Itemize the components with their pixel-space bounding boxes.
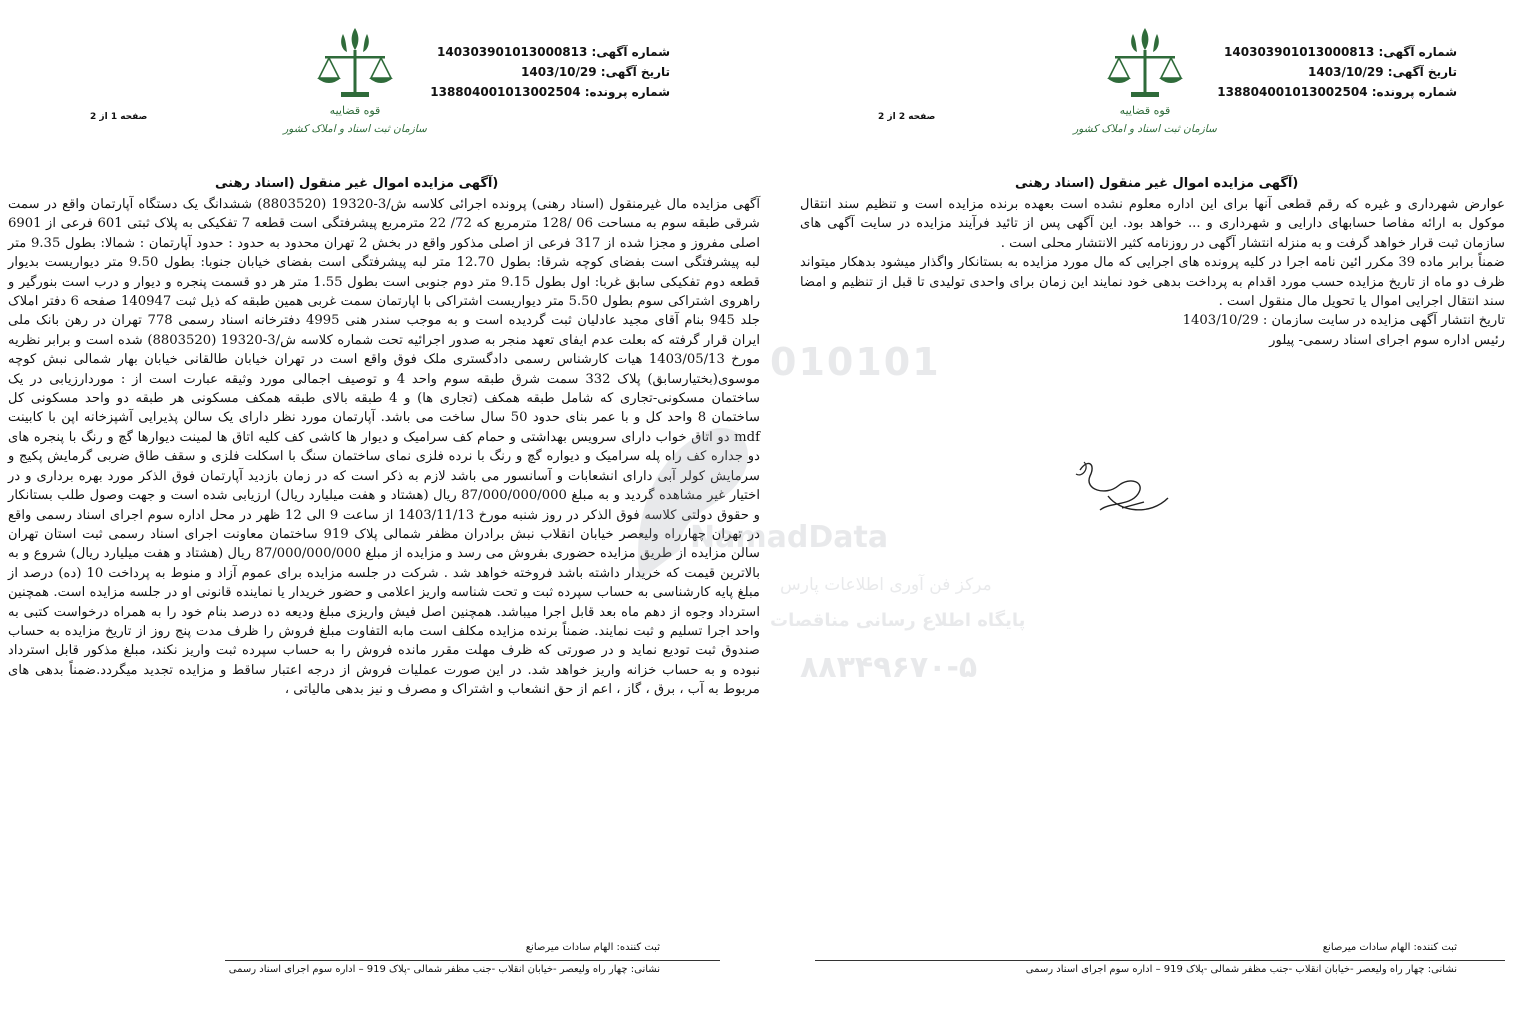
ad-meta: [430, 42, 670, 102]
judiciary-emblem-icon: [283, 22, 427, 140]
signature-icon: [1060, 450, 1180, 530]
publish-date: تاریخ انتشار آگهی مزایده در سایت سازمان : 1403/10/29: [1182, 313, 1505, 329]
footer-address: نشانی: چهار راه ولیعصر -خیابان انقلاب -جنب مظفر شمالی -پلاک 919 – اداره سوم اجرای اسناد رسمی: [228, 964, 660, 975]
ad-date: تاریخ آگهی: 1403/10/29: [1308, 65, 1457, 79]
ad-number: شماره آگهی: 140303901013000813: [1224, 45, 1457, 59]
emblem-line1: قوه قضاییه: [329, 104, 381, 117]
footer-address: نشانی: چهار راه ولیعصر -خیابان انقلاب -جنب مظفر شمالی -پلاک 919 – اداره سوم اجرای اسناد رسمی: [1025, 964, 1457, 975]
case-number: شماره پرونده: 138804001013002504: [1217, 85, 1457, 99]
judiciary-emblem-icon: [1073, 22, 1217, 140]
watermark-phone: ۸۸۳۴۹۶۷۰-۵: [800, 650, 978, 685]
watermark-line1: مرکز فن آوری اطلاعات پارس: [780, 575, 992, 595]
emblem-line1: قوه قضاییه: [1119, 104, 1171, 117]
emblem-line2: سازمان ثبت اسناد و املاک کشور: [283, 123, 427, 135]
page-title: (آگهی مزایده اموال غیر منقول (اسناد رهنی: [1015, 176, 1299, 191]
page-title: (آگهی مزایده اموال غیر منقول (اسناد رهنی: [215, 176, 499, 191]
watermark-digits: 010101: [770, 340, 941, 384]
body-paragraph: عوارض شهرداری و غیره که رقم قطعی آنها برای این اداره معلوم نشده است بعهده برنده مزایده است و تنظیم سند انتقال موکول به ارائه مفاصا حسابهای دارایی و شهرداری و ... خواهد بود. این آگهی پس از تائید فرآیند مزایده در سایت آگهی های سازمان ثبت قرار خواهد گرفت و به منزله انتشار آگهی در روزنامه کثیر الانتشار محلی است .: [800, 197, 1505, 251]
footer-divider: [815, 960, 1505, 961]
ad-date: تاریخ آگهی: 1403/10/29: [521, 65, 670, 79]
footer-divider: [225, 960, 720, 961]
case-number: شماره پرونده: 138804001013002504: [430, 85, 670, 99]
signatory-title: رئیس اداره سوم اجرای اسناد رسمی- پیلور: [1269, 332, 1505, 348]
page-label: صفحه 2 از 2: [878, 112, 936, 122]
auction-body: [8, 195, 760, 700]
auction-paragraph: آگهی مزایده مال غیرمنقول (اسناد رهنی) پرونده اجرائی کلاسه ش/3-19320 (8803520) ششدانگ یک دستگاه آپارتمان واقع در سمت شرقی طبقه سوم به مساحت 06 /128 مترمربع که 72/ 22 مترمربع پیشرفتگی است قطعه 7 تفکیکی به پلاک ثبتی 601 فرعی از 6901 اصلی مفروز و مجزا شده از 317 فرعی از اصلی مذکور واقع در بخش 2 تهران محدود به حدود : حدود آپارتمان : شمالا: بطول 9.35 متر لبه پیشرفتگی است بفضای کوچه شرقا: بطول 12.70 متر لبه پیشرفتگی است بفضای خیابان جنوبا: بطول 9.50 متر دیواریست بدیوار قطعه دوم تفکیکی سابق غربا: اول بطول 9.15 متر دوم جنوبی است بطول 1.55 متر هر دو قسمت پنجره و دیوار و درب است بنورگیر و راهروی اشتراکی سوم بطول 5.50 متر دیواریست اشتراکی با اپارتمان سمت غربی همین طبقه که ذیل ثبت 140947 صفحه 6 دفتر املاک جلد 945 بنام آقای مجید عادلیان ثبت گردیده است و به موجب سندر هنی 4995 دفترخانه اسناد رسمی 778 تهران در رهن بانک ملی ایران قرار گرفته که بعلت عدم ایفای تعهد منجر به صدور اجرائیه تحت شماره کلاسه ش/3-19320 (8803520) شده است و برابر نظریه مورخ 1403/05/13 هیات کارشناس رسمی دادگستری ملک فوق واقع است در تهران خیابان طالقانی خیابان بهار شمالی نبش کوچه موسوی(بختیارسابق) پلاک 332 سمت شرق طبقه سوم واحد 4 و توصیف اجمالی مورد وثیقه عبارت است از : موردارزیابی در یک ساختمان مسکونی-تجاری که شامل طبقه همکف (تجاری ها) و 4 طبقه بالای طبقه همکف مسکونی هر طبقه دو واحد مسکونی کل ساختمان 8 واحد کل و با عمر بنای حدود 50 سال ساخت می باشد. آپارتمان مورد نظر دارای یک سالن پذیرایی آشپزخانه اپن با کابینت mdf دو اتاق خواب دارای سرویس بهداشتی و حمام کف سرامیک و دیوار ها کاشی کف کلیه اتاق ها لمینت دیوارها گچ و رنگ با پنجره های دو جداره کف راه پله سرامیک و دیواره گچ و رنگ با نرده فلزی نمای ساختمان سنگ با اسکلت فلزی و سقف طاق ضربی گرمایش پکیج و سرمایش کولر آبی دارای انشعابات و آسانسور می باشد لازم به ذکر است که در زمان بازدید آپارتمان فوق الذکر مورد بهره برداری و در اختیار غیر مشاهده گردید و به مبلغ 87/000/000/000 ریال (هشتاد و هفت میلیارد ریال) ارزیابی شده است و جهت وصول طلب بستانکار و حقوق دولتی کلاسه فوق الذکر در روز شنبه مورخ 1403/11/13 از ساعت 9 الی 12 ظهر در محل اداره سوم اجرای اسناد رسمی واقع در تهران چهارراه ولیعصر خیابان انقلاب نبش برادران مظفر شمالی پلاک 919 ساختمان معاونت اجرای اسناد رسمی ثبت استان تهران سالن مزایده از طریق مزایده حضوری بفروش می رسد و مزایده از مبلغ 87/000/000/000 ریال (هشتاد و هفت میلیارد ریال) شروع و به بالاترین قیمت که خریدار داشته باشد فروخته خواهد شد . شرکت در جلسه مزایده برای عموم آزاد و منوط به پرداخت 10 (ده) درصد از مبلغ پایه کارشناسی به حساب سپرده ثبت و تحت شناسه واریز اعلامی و حضور خریدار یا نماینده قانونی او در جلسه مزایده است. همچنین استرداد وجوه از دهم ماه بعد قابل اجرا میباشد. همچنین اصل فیش واریزی مبلغ ودیعه ده درصد بنام خود را به همراه درخواست کتبی به واحد اجرا تسلیم و ثبت نمایند. ضمناً برنده مزایده مکلف است مابه التفاوت مبلغ فروش را ظرف مدت پنج روز از تاریخ مزایده به حساب صندوق ثبت تودیع نماید و در صورتی که ظرف مهلت مقرر مانده فروش را به حساب سپرده ثبت واریز نکند، مبلغ مذکور قابل استرداد نبوده و به حساب خزانه واریز خواهد شد. در این صورت عملیات فروش از درجه اعتبار ساقط و مزایده تجدید میگردد.ضمناً بدهی های مربوط به آب ، برق ، گاز ، اعم از حق انشعاب و اشتراک و مصرف و نیز بدهی مالیاتی ،: [8, 197, 761, 698]
page-label: صفحه 1 از 2: [90, 112, 148, 122]
watermark-line2: پایگاه اطلاع رسانی مناقصات: [770, 610, 1026, 631]
ad-meta: [1217, 42, 1457, 102]
emblem-line2: سازمان ثبت اسناد و املاک کشور: [1073, 123, 1217, 135]
registrar-label: ثبت کننده: الهام سادات میرصانع: [1322, 942, 1457, 953]
watermark-brand: NamadData: [690, 520, 889, 555]
page-two: [760, 0, 1517, 1021]
ad-number: شماره آگهی: 140303901013000813: [437, 45, 670, 59]
body-paragraph: ضمناً برابر ماده 39 مکرر ائین نامه اجرا در کلیه پرونده های اجرایی که مال مورد مزایده به بستانکار واگذار میشود بدهکار میتواند ظرف دو ماه از تاریخ مزایده حسب مورد اقدام به پرداخت بدهی خود نمایند این زمان برای واحدی تولیدی تا قبل از تنظیم و امضا سند انتقال اجرایی اموال یا تحویل مال منقول است .: [800, 255, 1505, 310]
auction-body: [800, 195, 1505, 350]
registrar-label: ثبت کننده: الهام سادات میرصانع: [525, 942, 660, 953]
